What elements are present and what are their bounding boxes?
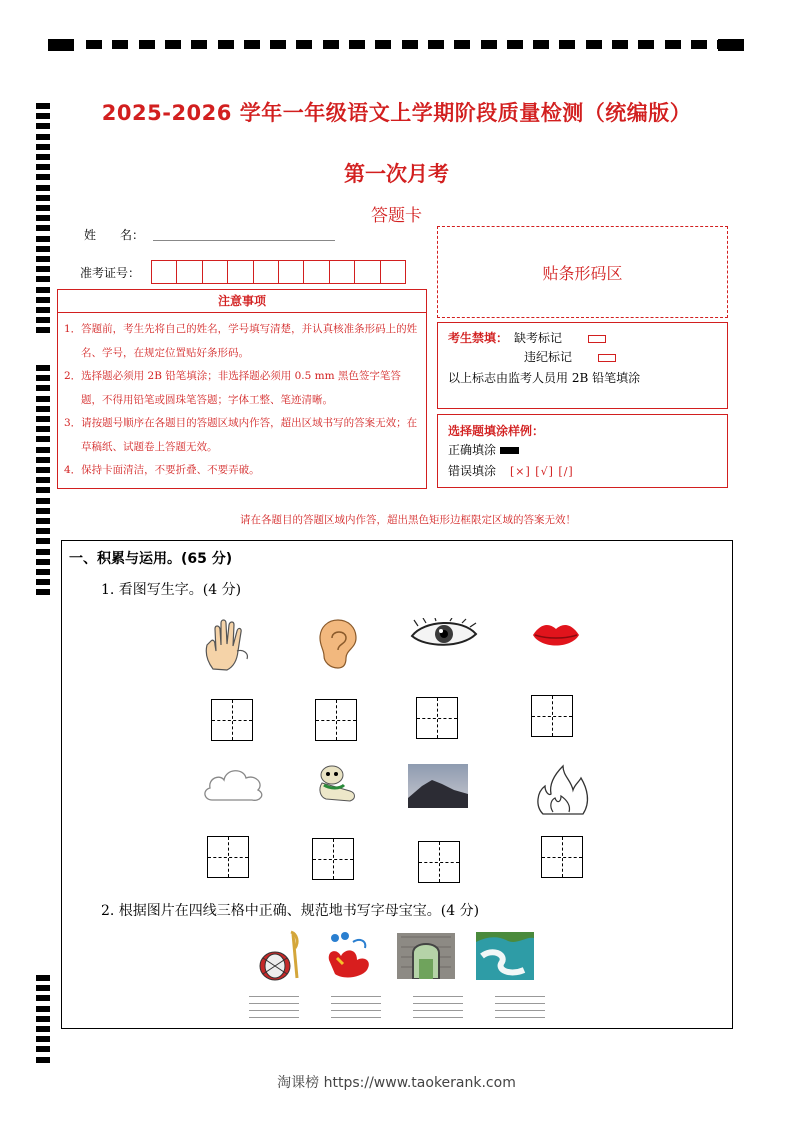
exam-label: 考生禁填： <box>448 331 509 345</box>
door-icon <box>397 933 455 979</box>
id-box[interactable] <box>227 260 253 284</box>
writing-grid[interactable] <box>416 697 458 739</box>
timing-mark <box>165 40 181 49</box>
writing-grid[interactable] <box>211 699 253 741</box>
timing-mark <box>48 39 74 51</box>
timing-mark <box>665 40 681 49</box>
sample-box <box>437 414 728 488</box>
timing-mark <box>36 426 50 432</box>
id-box[interactable] <box>176 260 202 284</box>
absent-label: 缺考标记 <box>514 331 563 345</box>
exam-mark-box <box>437 322 728 409</box>
timing-mark <box>454 40 470 49</box>
river-icon <box>476 932 534 980</box>
id-label: 准考证号： <box>80 266 141 280</box>
timing-mark <box>36 1026 50 1032</box>
mouth-icon <box>531 621 581 651</box>
timing-mark <box>36 498 50 504</box>
footer-watermark: 淘课榜 https://www.taokerank.com <box>277 1075 516 1091</box>
timing-mark <box>36 236 50 242</box>
timing-mark <box>533 40 549 49</box>
correct-label: 正确填涂 <box>448 443 497 457</box>
timing-mark <box>612 40 628 49</box>
id-box[interactable] <box>354 260 380 284</box>
id-box[interactable] <box>303 260 329 284</box>
writing-grid[interactable] <box>315 699 357 741</box>
timing-mark <box>481 40 497 49</box>
timing-mark <box>36 477 50 483</box>
timing-mark <box>36 1046 50 1052</box>
timing-mark <box>36 549 50 555</box>
wrong-label: 错误填涂 <box>448 464 497 478</box>
timing-mark <box>36 467 50 473</box>
timing-mark <box>36 195 50 201</box>
timing-mark <box>36 144 50 150</box>
question-1: 1. 看图写生字。(4 分) <box>101 582 242 598</box>
drum-icon <box>257 930 303 982</box>
name-field[interactable] <box>153 240 335 241</box>
id-box[interactable] <box>278 260 304 284</box>
timing-mark <box>402 40 418 49</box>
timing-mark <box>36 385 50 391</box>
timing-mark <box>296 40 312 49</box>
bird-icon <box>323 930 377 982</box>
timing-mark <box>36 559 50 565</box>
timing-mark <box>36 975 50 981</box>
timing-mark <box>36 287 50 293</box>
timing-mark <box>36 375 50 381</box>
card-title: 答题卡 <box>371 206 422 226</box>
sample-label: 选择题填涂样例： <box>448 424 545 438</box>
timing-mark <box>36 589 50 595</box>
four-line-grid[interactable] <box>249 996 299 1018</box>
timing-mark <box>36 246 50 252</box>
section-title: 一、积累与运用。(65 分) <box>69 551 233 567</box>
timing-mark <box>36 416 50 422</box>
timing-mark <box>507 40 523 49</box>
timing-mark <box>36 1016 50 1022</box>
timing-mark <box>36 447 50 453</box>
timing-mark <box>691 40 707 49</box>
writing-grid[interactable] <box>531 695 573 737</box>
writing-grid[interactable] <box>312 838 354 880</box>
id-box[interactable] <box>329 260 355 284</box>
timing-mark <box>36 538 50 544</box>
timing-mark <box>36 569 50 575</box>
timing-mark <box>191 40 207 49</box>
timing-mark <box>36 365 50 371</box>
timing-marks-top <box>48 38 744 52</box>
timing-mark <box>559 40 575 49</box>
four-line-grid[interactable] <box>413 996 463 1018</box>
four-line-grid[interactable] <box>331 996 381 1018</box>
timing-mark <box>36 528 50 534</box>
violation-checkbox[interactable] <box>598 354 616 362</box>
wrong-fill-samples: [×] [√] [/] <box>510 465 574 478</box>
timing-mark <box>36 457 50 463</box>
timing-mark <box>36 327 50 333</box>
timing-mark <box>36 1036 50 1042</box>
timing-mark <box>638 40 654 49</box>
notice-item: 4．保持卡面清洁，不要折叠、不要弄破。 <box>64 464 260 476</box>
id-box[interactable] <box>151 260 177 284</box>
notice-item: 1．答题前，考生先将自己的姓名，学号填写清楚，并认真核准条形码上的姓名、学号，在规定位置贴好条形码。 <box>64 323 418 359</box>
timing-mark <box>139 40 155 49</box>
id-boxes[interactable] <box>151 260 405 284</box>
timing-mark <box>36 487 50 493</box>
four-line-grid[interactable] <box>495 996 545 1018</box>
timing-mark <box>428 40 444 49</box>
timing-mark <box>36 995 50 1001</box>
eye-icon <box>410 618 478 650</box>
absent-checkbox[interactable] <box>588 335 606 343</box>
timing-mark <box>86 40 102 49</box>
notice-body <box>57 313 427 489</box>
timing-mark <box>36 317 50 323</box>
page-title: 2025-2026 学年一年级语文上学期阶段质量检测（统编版） <box>101 101 692 125</box>
timing-mark <box>349 40 365 49</box>
timing-mark <box>36 985 50 991</box>
id-box[interactable] <box>253 260 279 284</box>
notice-item: 2．选择题必须用 2B 铅笔填涂；非选择题必须用 0.5 mm 黑色签字笔答题，不得用铅笔或圆珠笔答题；字体工整、笔迹清晰。 <box>64 370 401 406</box>
writing-grid[interactable] <box>541 836 583 878</box>
correct-fill-sample <box>500 447 519 454</box>
notice-item: 3．请按题号顺序在各题目的答题区域内作答，超出区域书写的答案无效；在草稿纸、试题卷上答题无效。 <box>64 417 418 453</box>
timing-mark <box>36 1006 50 1012</box>
timing-mark <box>36 406 50 412</box>
timing-mark <box>112 40 128 49</box>
notice-heading: 注意事项 <box>57 289 427 313</box>
cloud-icon <box>202 764 266 804</box>
worm-icon <box>310 763 360 807</box>
timing-mark <box>270 40 286 49</box>
barcode-label: 贴条形码区 <box>542 263 623 283</box>
id-box[interactable] <box>202 260 228 284</box>
timing-mark <box>36 134 50 140</box>
mountain-icon <box>408 764 468 808</box>
fire-icon <box>533 762 595 818</box>
warning-text: 请在各题目的答题区域内作答，超出黑色矩形边框限定区域的答案无效！ <box>240 514 576 526</box>
timing-mark <box>36 579 50 585</box>
timing-mark <box>36 266 50 272</box>
writing-grid[interactable] <box>418 841 460 883</box>
timing-mark <box>36 396 50 402</box>
exam-note: 以上标志由监考人员用 2B 铅笔填涂 <box>448 371 641 385</box>
barcode-area <box>437 226 728 318</box>
writing-grid[interactable] <box>207 836 249 878</box>
violation-label: 违纪标记 <box>524 350 573 364</box>
question-2: 2. 根据图片在四线三格中正确、规范地书写字母宝宝。(4 分) <box>101 903 480 919</box>
name-label: 姓 名： <box>84 228 145 242</box>
timing-mark <box>586 40 602 49</box>
timing-mark <box>36 436 50 442</box>
timing-mark <box>375 40 391 49</box>
hand-icon <box>203 617 253 671</box>
timing-mark <box>36 307 50 313</box>
timing-mark <box>218 40 234 49</box>
ear-icon <box>316 618 360 670</box>
timing-mark <box>718 39 744 51</box>
timing-mark <box>36 297 50 303</box>
timing-mark <box>36 276 50 282</box>
timing-mark <box>36 1057 50 1063</box>
timing-mark <box>36 225 50 231</box>
timing-mark <box>323 40 339 49</box>
id-box[interactable] <box>380 260 406 284</box>
timing-mark <box>244 40 260 49</box>
page-subtitle: 第一次月考 <box>344 162 449 186</box>
timing-mark <box>36 256 50 262</box>
